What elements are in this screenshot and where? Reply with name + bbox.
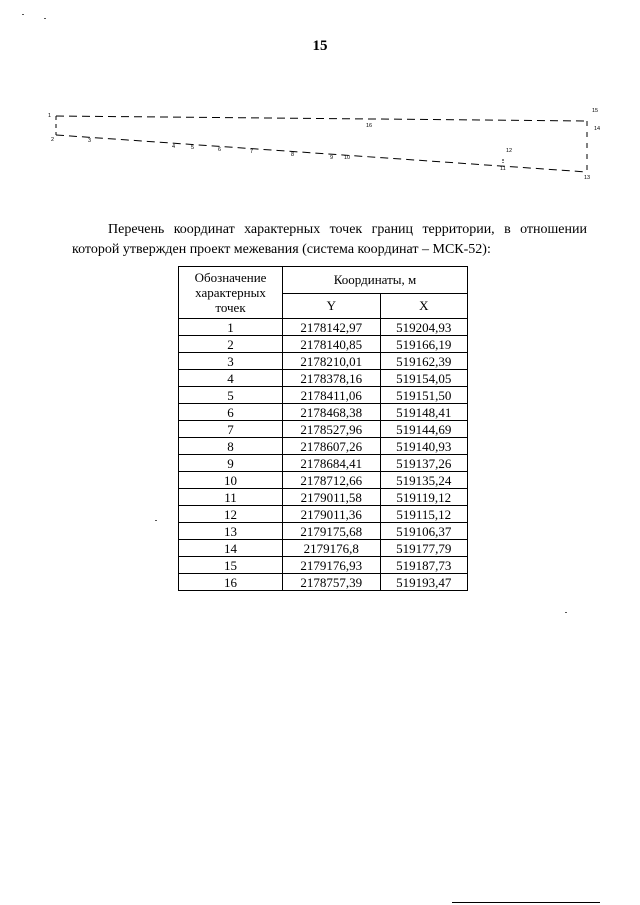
y-coordinate-cell: 2179175,68 <box>283 523 381 540</box>
table-row <box>179 319 468 336</box>
point-number-cell: 9 <box>179 455 283 472</box>
point-label-8: 8 <box>291 152 295 158</box>
x-coordinate-cell: 519140,93 <box>380 438 467 455</box>
table-row <box>179 370 468 387</box>
point-number-cell: 14 <box>179 540 283 557</box>
x-coordinate-cell: 519115,12 <box>380 506 467 523</box>
y-coordinate-cell: 2178468,38 <box>283 404 381 421</box>
x-coordinate-cell: 519106,37 <box>380 523 467 540</box>
table-row <box>179 472 468 489</box>
table-row <box>179 574 468 591</box>
x-coordinate-cell: 519162,39 <box>380 353 467 370</box>
x-coordinate-cell: 519166,19 <box>380 336 467 353</box>
header-coordinates: Координаты, м <box>283 267 468 294</box>
table-row <box>179 455 468 472</box>
x-coordinate-cell: 519148,41 <box>380 404 467 421</box>
y-coordinate-cell: 2179011,58 <box>283 489 381 506</box>
caption-line-2: которой утвержден проект межевания (система координат – МСК-52): <box>72 242 491 257</box>
boundary-plan <box>0 0 640 200</box>
table-row <box>179 404 468 421</box>
y-coordinate-cell: 2178210,01 <box>283 353 381 370</box>
point-number-cell: 12 <box>179 506 283 523</box>
footer-rule <box>452 902 600 903</box>
point-label-11: 11 <box>500 166 506 172</box>
point-label-10: 10 <box>344 155 351 161</box>
table-row <box>179 489 468 506</box>
x-coordinate-cell: 519204,93 <box>380 319 467 336</box>
y-coordinate-cell: 2178757,39 <box>283 574 381 591</box>
x-coordinate-cell: 519154,05 <box>380 370 467 387</box>
x-coordinate-cell: 519135,24 <box>380 472 467 489</box>
point-label-15: 15 <box>592 108 599 114</box>
y-coordinate-cell: 2178527,96 <box>283 421 381 438</box>
point-number-cell: 7 <box>179 421 283 438</box>
table-row <box>179 387 468 404</box>
y-coordinate-cell: 2179011,36 <box>283 506 381 523</box>
table-row <box>179 353 468 370</box>
x-coordinate-cell: 519177,79 <box>380 540 467 557</box>
point-label-12: 12 <box>506 148 513 154</box>
point-number-cell: 15 <box>179 557 283 574</box>
header-x: X <box>380 294 467 319</box>
table-row <box>179 523 468 540</box>
point-label-14: 14 <box>594 126 601 132</box>
point-labels <box>48 108 600 181</box>
boundary-outline <box>56 116 587 172</box>
table-row <box>179 336 468 353</box>
scan-speck <box>22 14 24 15</box>
caption-line-1: Перечень координат характерных точек границ территории, в отношении <box>108 222 587 237</box>
point-number-cell: 16 <box>179 574 283 591</box>
y-coordinate-cell: 2178712,66 <box>283 472 381 489</box>
table-row <box>179 557 468 574</box>
y-coordinate-cell: 2178411,06 <box>283 387 381 404</box>
y-coordinate-cell: 2179176,93 <box>283 557 381 574</box>
coordinates-table <box>178 266 468 591</box>
point-number-cell: 1 <box>179 319 283 336</box>
y-coordinate-cell: 2178684,41 <box>283 455 381 472</box>
point-label-1: 1 <box>48 113 52 119</box>
y-coordinate-cell: 2179176,8 <box>283 540 381 557</box>
point-number-cell: 10 <box>179 472 283 489</box>
point-label-9: 9 <box>330 155 334 161</box>
header-point-name: Обозначение характерных точек <box>179 267 283 319</box>
scan-speck <box>44 18 46 19</box>
header-y: Y <box>283 294 381 319</box>
point-label-13: 13 <box>584 175 591 181</box>
scan-speck <box>565 612 567 613</box>
x-coordinate-cell: 519119,12 <box>380 489 467 506</box>
point-number-cell: 11 <box>179 489 283 506</box>
point-label-6: 6 <box>218 147 222 153</box>
point-number-cell: 3 <box>179 353 283 370</box>
x-coordinate-cell: 519151,50 <box>380 387 467 404</box>
point-number-cell: 4 <box>179 370 283 387</box>
point-number-cell: 13 <box>179 523 283 540</box>
y-coordinate-cell: 2178607,26 <box>283 438 381 455</box>
x-coordinate-cell: 519187,73 <box>380 557 467 574</box>
point-number-cell: 6 <box>179 404 283 421</box>
table-row <box>179 540 468 557</box>
point-label-4: 4 <box>172 144 176 150</box>
x-coordinate-cell: 519193,47 <box>380 574 467 591</box>
coordinates-caption <box>72 220 587 260</box>
table-row <box>179 506 468 523</box>
point-label-5: 5 <box>191 145 195 151</box>
coordinates-table-body <box>179 319 468 591</box>
point-label-2: 2 <box>51 137 55 143</box>
y-coordinate-cell: 2178142,97 <box>283 319 381 336</box>
table-row <box>179 438 468 455</box>
table-row <box>179 421 468 438</box>
scan-speck <box>155 520 157 521</box>
x-coordinate-cell: 519137,26 <box>380 455 467 472</box>
point-label-16: 16 <box>366 123 373 129</box>
page-number: 15 <box>312 38 328 54</box>
point-number-cell: 2 <box>179 336 283 353</box>
point-number-cell: 5 <box>179 387 283 404</box>
y-coordinate-cell: 2178378,16 <box>283 370 381 387</box>
point-number-cell: 8 <box>179 438 283 455</box>
point-label-7: 7 <box>250 149 254 155</box>
point-label-3: 3 <box>88 138 92 144</box>
x-coordinate-cell: 519144,69 <box>380 421 467 438</box>
y-coordinate-cell: 2178140,85 <box>283 336 381 353</box>
